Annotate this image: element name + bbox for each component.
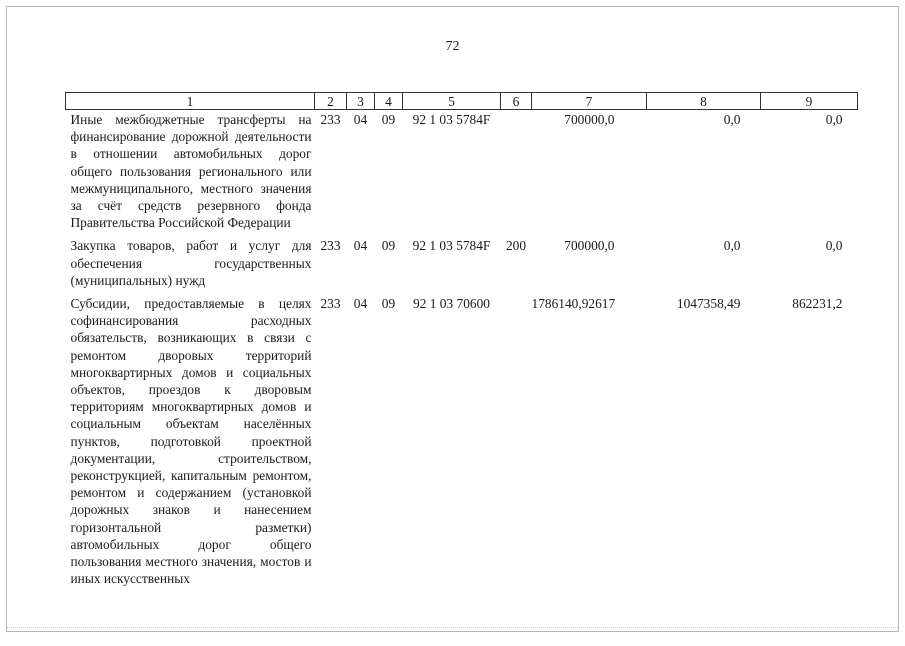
table-row <box>66 294 858 592</box>
row-target-article: 92 1 03 70600 <box>413 296 490 312</box>
row-expense-type <box>501 110 532 237</box>
column-header-8: 8 <box>647 93 761 110</box>
row-amount-col8: 0,0 <box>723 238 741 254</box>
column-header-4: 4 <box>375 93 403 110</box>
column-header-1: 1 <box>66 93 315 110</box>
row-description: Закупка товаров, работ и услуг для обеспечения государственных (муниципальных) нужд <box>70 238 312 288</box>
budget-table <box>65 92 858 592</box>
row-grbs-code: 233 <box>320 296 341 312</box>
row-subsection: 09 <box>381 238 396 254</box>
row-expense-type <box>501 294 532 592</box>
table-row <box>66 236 858 294</box>
row-amount-col8: 1047358,49 <box>676 296 741 312</box>
row-amount-col9: 0,0 <box>825 238 843 254</box>
row-amount-col7: 1786140,92617 <box>531 296 616 312</box>
row-amount-col7: 700000,0 <box>564 112 615 127</box>
row-amount-col7: 700000,0 <box>564 238 615 254</box>
column-header-6: 6 <box>501 93 532 110</box>
row-subsection: 09 <box>381 296 396 312</box>
column-header-7: 7 <box>532 93 647 110</box>
row-section: 04 <box>353 238 368 254</box>
row-grbs-code: 233 <box>320 112 341 127</box>
row-grbs-code: 233 <box>320 238 341 254</box>
row-section: 04 <box>353 296 368 312</box>
table-row <box>66 110 858 237</box>
row-description: Иные межбюджетные трансферты на финансирование дорожной деятельности в отношении автомобильных дорог общего пользования регионального или межмуниципального, местного значения за счёт средств резервного фонда Правительства Российской Федерации <box>70 112 312 231</box>
row-description: Субсидии, предоставляемые в целях софинансирования расходных обязательств, возникающих в связи с ремонтом дворовых территорий многоквартирных домов и социальных объектов, проездов к дворовым территориям многоквартирных домов и социальным объектам населённых пунктов, подготовкой проектной документации, строительством, реконструкцией, капитальным ремонтом, ремонтом и содержанием (установкой дорожных знаков и нанесением горизонтальной разметки) автомобильных дорог общего пользования местного значения, мостов и иных искусственных <box>70 296 312 587</box>
table-header-row <box>66 93 858 110</box>
row-target-article: 92 1 03 5784F <box>412 112 491 127</box>
page-number: 72 <box>445 39 460 54</box>
row-subsection: 09 <box>381 112 396 127</box>
row-amount-col8: 0,0 <box>723 112 741 127</box>
document-page <box>6 6 899 632</box>
column-header-5: 5 <box>403 93 501 110</box>
row-section: 04 <box>353 112 368 127</box>
row-amount-col9: 0,0 <box>825 112 843 127</box>
column-header-2: 2 <box>315 93 347 110</box>
column-header-3: 3 <box>347 93 375 110</box>
row-target-article: 92 1 03 5784F <box>412 238 491 254</box>
row-expense-type: 200 <box>505 238 527 254</box>
row-amount-col9: 862231,2 <box>792 296 843 312</box>
bottom-edge-rule <box>7 627 898 628</box>
column-header-9: 9 <box>761 93 858 110</box>
